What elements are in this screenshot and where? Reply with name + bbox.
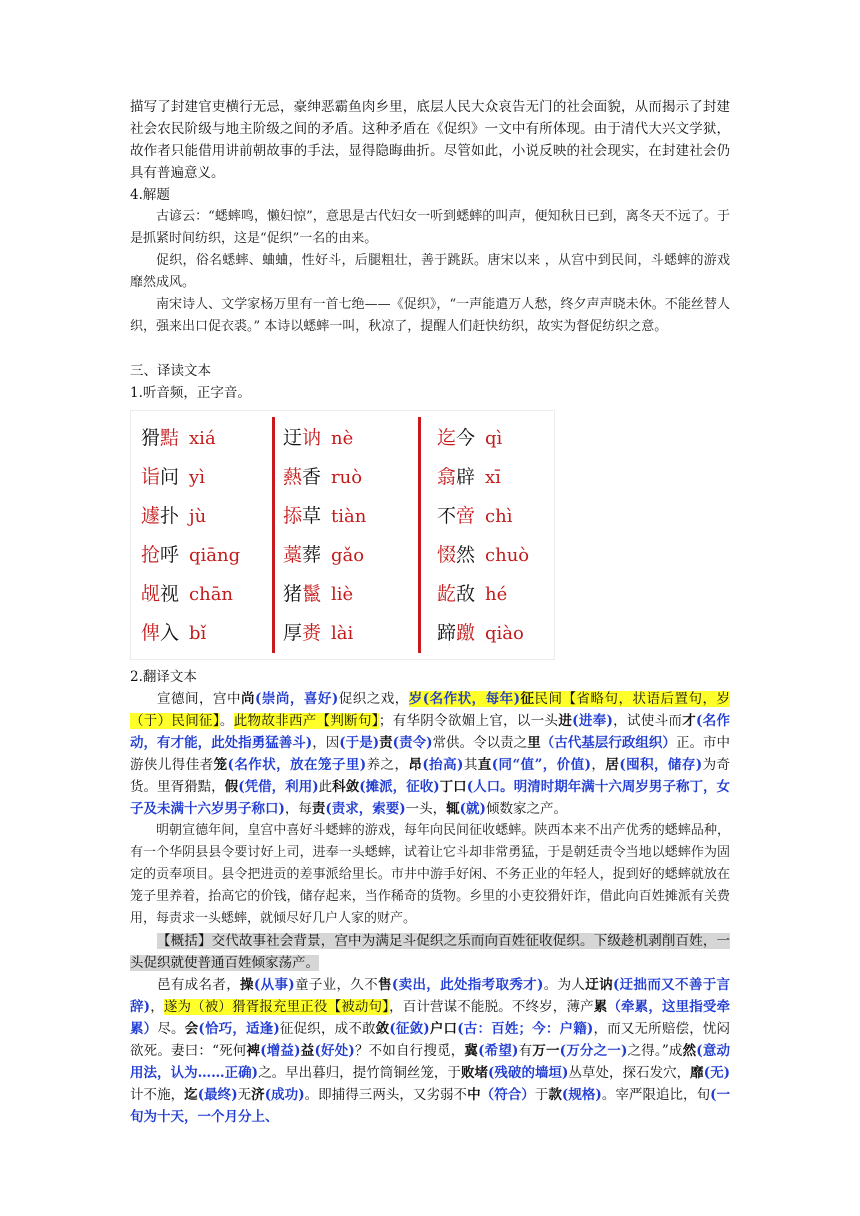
- text-run: ，: [591, 757, 606, 773]
- entry-char-target: 鬣: [302, 583, 322, 605]
- annotation: (卖出，此处指考取秀才): [391, 977, 544, 993]
- spacer: [130, 338, 730, 360]
- entry-pinyin: yì: [189, 467, 205, 488]
- annotation: (增益): [260, 1043, 301, 1059]
- entry-char: 不: [437, 505, 457, 527]
- text-run: 征促织，成不敢: [279, 1021, 376, 1037]
- key-word: 益: [300, 1043, 315, 1059]
- entry-pinyin: hé: [485, 584, 508, 605]
- annotation: (进奉): [572, 713, 613, 729]
- pinyin-entry: [437, 536, 529, 574]
- pinyin-entry: [141, 497, 206, 535]
- key-word: 累: [593, 999, 608, 1015]
- annotation: (无): [703, 1065, 731, 1081]
- annotation: (好处): [314, 1043, 355, 1059]
- annotation: (凭借，利用): [238, 779, 319, 795]
- text-run: 其: [463, 757, 478, 773]
- annotation: (迂拙而又不善于言辞): [130, 977, 731, 1015]
- translation-paragraph: 明朝宣德年间，皇宫中喜好斗蟋蟀的游戏，每年向民间征收蟋蟀。陕西本来不出产优秀的蟋蟀品种，有一个华阴县县令要讨好上司，进奉一头蟋蟀，试着让它斗却非常勇猛，于是朝廷责令当地以蟋蟀作为固定的贡奉项目。县令把进贡的差事派给里长。市井中游手好闲、不务正业的年轻人，捉到好的蟋蟀就放在笼子里养着，抬高它的价钱，储存起来，当作稀奇的货物。乡里的小吏狡猾奸诈，借此向百姓摊派有关费用，每责求一头蟋蟀，就倾尽好几户人家的财产。: [130, 823, 730, 926]
- annotation: (一旬为十天，一个月分上、: [130, 1087, 731, 1125]
- entry-char-target: 啻: [456, 505, 476, 527]
- key-word: 尚: [241, 691, 255, 707]
- pinyin-entry: [437, 575, 507, 613]
- entry-char: 迂: [283, 427, 303, 449]
- pinyin-entry: [437, 458, 501, 496]
- section-heading-jieti: 4.解题: [130, 187, 170, 203]
- key-word: 责: [379, 735, 393, 751]
- text-run: ，每: [284, 801, 312, 817]
- annotation: (规格): [561, 1087, 602, 1103]
- pinyin-entry: [283, 536, 364, 574]
- annotation: (残破的墙垣): [488, 1065, 569, 1081]
- entry-pinyin: qiào: [485, 623, 524, 644]
- text-run: 丛草处，探石发穴，: [568, 1065, 691, 1081]
- passage-paragraph-1: [130, 688, 730, 820]
- entry-char: 草: [302, 505, 322, 527]
- pinyin-entry: [283, 497, 366, 535]
- entry-char: 入: [160, 622, 180, 644]
- entry-pinyin: tiàn: [331, 506, 367, 527]
- entry-char-target: 掭: [283, 505, 303, 527]
- key-word: 济: [251, 1087, 265, 1103]
- annotation: (囤积，储存): [619, 757, 703, 773]
- pinyin-entry: [141, 614, 206, 652]
- text-run: 无: [237, 1087, 252, 1103]
- entry-pinyin: lài: [331, 623, 354, 644]
- text-run: ；有华阴令欲媚上官，以一头: [378, 713, 559, 729]
- annotation: (古：百姓；今：户籍): [457, 1021, 594, 1037]
- key-word: 假: [224, 779, 239, 795]
- entry-pinyin: chān: [189, 584, 234, 605]
- pinyin-entry: [141, 458, 205, 496]
- summary-paragraph: [130, 930, 730, 974]
- entry-char-target: 躈: [456, 622, 476, 644]
- entry-char: 辟: [456, 466, 476, 488]
- annotation: (责令): [392, 735, 433, 751]
- annotation: （古代基层行政组织）: [540, 735, 676, 751]
- key-word: 迄: [184, 1087, 198, 1103]
- entry-pinyin: qiāng: [189, 545, 241, 566]
- entry-char: 呼: [160, 544, 180, 566]
- text-run: 一头，: [405, 801, 447, 817]
- text-run: ，百计营谋不能脱。不终岁，薄产: [389, 999, 594, 1015]
- entry-pinyin: bǐ: [189, 623, 207, 644]
- entry-char-target: 讷: [302, 427, 322, 449]
- entry-char-target: 诣: [141, 466, 161, 488]
- entry-pinyin: ruò: [331, 467, 363, 488]
- key-word: 款: [548, 1087, 562, 1103]
- text-run: 养之，: [366, 757, 409, 773]
- key-word: 居: [605, 757, 620, 773]
- section-title: 三、译读文本: [130, 363, 211, 379]
- text-run: 于: [534, 1087, 549, 1103]
- pinyin-entry: [437, 614, 524, 652]
- highlighted-key-word: 征: [520, 691, 535, 707]
- entry-pinyin: xiá: [189, 428, 216, 449]
- annotation: (同“值”，价值): [491, 757, 591, 773]
- key-word: 冀: [464, 1043, 479, 1059]
- entry-char-target: 俾: [141, 622, 161, 644]
- text-run: 此: [318, 779, 333, 795]
- text-run: 。即捕得三两头，又劣弱不: [304, 1087, 468, 1103]
- annotation: （牵累，这里指受牵累）: [130, 999, 731, 1037]
- key-word: 责: [311, 801, 326, 817]
- entry-char-target: 遽: [141, 505, 161, 527]
- entry-char: 香: [302, 466, 322, 488]
- entry-char: 今: [456, 427, 476, 449]
- pinyin-table: [130, 410, 555, 660]
- document-page: [130, 96, 730, 1128]
- text-run: 宣德间，宫中: [157, 691, 241, 707]
- pinyin-entry: [141, 575, 233, 613]
- annotation: (摊派，征收): [359, 779, 440, 795]
- entry-pinyin: gǎo: [331, 545, 365, 566]
- key-word: 然: [682, 1043, 697, 1059]
- pinyin-entry: [283, 575, 353, 613]
- entry-char: 问: [160, 466, 180, 488]
- text-run: 促织之戏，: [338, 691, 409, 707]
- text-run: 为奇货。里胥猾黠，: [130, 757, 731, 795]
- annotation: (意动用法，认为……正确): [130, 1043, 731, 1081]
- entry-pinyin: liè: [331, 584, 354, 605]
- entry-char-target: 黠: [160, 427, 180, 449]
- annotation: (名作状，放在笼子里): [227, 757, 367, 773]
- entry-char-target: 翕: [437, 466, 457, 488]
- passage-paragraph-2: [130, 974, 730, 1128]
- annotation: (希望): [478, 1043, 519, 1059]
- entry-pinyin: chuò: [485, 545, 530, 566]
- text-run: ，因: [312, 735, 340, 751]
- entry-char: 猾: [141, 427, 161, 449]
- pinyin-entry: [283, 458, 362, 496]
- entry-pinyin: jù: [189, 506, 207, 527]
- entry-char-target: 赉: [302, 622, 322, 644]
- jieti-paragraph-2: 促织，俗名蟋蟀、蛐蛐，性好斗，后腿粗壮，善于跳跃。唐宋以来 ，从宫中到民间，斗蟋蟀的游戏靡然成风。: [130, 253, 730, 290]
- key-word: 笼: [213, 757, 228, 773]
- text-run: 常供。令以责之: [432, 735, 528, 751]
- entry-pinyin: xī: [485, 467, 501, 488]
- annotation: (恰巧，适逢): [198, 1021, 280, 1037]
- annotation: (万分之一): [559, 1043, 628, 1059]
- pinyin-entry: [437, 497, 512, 535]
- entry-char: 然: [456, 544, 476, 566]
- text-run: 童子业，久不: [294, 977, 379, 993]
- pinyin-entry: [283, 614, 353, 652]
- entry-char-target: 爇: [283, 466, 303, 488]
- highlighted-note: 此物故非西产【判断句】: [233, 713, 379, 729]
- key-word: 昂: [408, 757, 423, 773]
- summary-text: 【概括】交代故事社会背景，宫中为满足斗促织之乐而向百姓征收促织。下级趁机剥削百姓，一头促织就使普通百姓倾家荡产。: [130, 933, 730, 971]
- entry-char-target: 迄: [437, 427, 457, 449]
- text-run: 之。早出暮归，提竹筒铜丝笼，于: [258, 1065, 461, 1081]
- text-run: 有: [518, 1043, 533, 1059]
- text-run: ，: [150, 999, 164, 1015]
- text-run: 邑有成名者，: [157, 977, 241, 993]
- key-word: 中: [467, 1087, 481, 1103]
- pinyin-entry: [141, 419, 216, 457]
- annotation: (从事): [253, 977, 295, 993]
- key-word: 辄: [446, 801, 460, 817]
- entry-char-target: 抢: [141, 544, 161, 566]
- entry-char: 蹄: [437, 622, 457, 644]
- key-word: 裨: [246, 1043, 261, 1059]
- key-word: 迂讷: [585, 977, 613, 993]
- highlighted-annotation: 岁(名作状，每年): [408, 691, 521, 707]
- text-run: 。宰严限追比，旬: [601, 1087, 711, 1103]
- table-divider: [418, 417, 421, 653]
- text-run: ，试使斗而: [612, 713, 683, 729]
- text-run: 。为人: [543, 977, 586, 993]
- key-word: 户口: [429, 1021, 458, 1037]
- text-run: 尽。: [157, 1021, 185, 1037]
- text-run: 倾数家之产。: [485, 801, 567, 817]
- pinyin-entry: [437, 419, 502, 457]
- annotation: (人口。明清时期年满十六周岁男子称丁，女子及未满十六岁男子称口): [130, 779, 731, 817]
- key-word: 售: [378, 977, 392, 993]
- entry-char-target: 惙: [437, 544, 457, 566]
- annotation: (于是): [339, 735, 380, 751]
- key-word: 进: [558, 713, 573, 729]
- jieti-paragraph-3: 南宋诗人、文学家杨万里有一首七绝——《促织》，“一声能遣万人愁，终夕声声晓未休。不能丝替人织，强来出口促衣裘。” 本诗以蟋蟀一叫，秋凉了，提醒人们赶快纺织，故实为督促纺织之意。: [130, 297, 730, 334]
- key-word: 才: [682, 713, 697, 729]
- entry-char-target: 龁: [437, 583, 457, 605]
- key-word: 直: [477, 757, 492, 773]
- entry-char-target: 觇: [141, 583, 161, 605]
- key-word: 靡: [690, 1065, 704, 1081]
- entry-char: 猪: [283, 583, 303, 605]
- annotation: （符合）: [480, 1087, 535, 1103]
- text-run: 计不施，: [130, 1087, 185, 1103]
- jieti-paragraph-1: 古谚云：“蟋蟀鸣，懒妇惊”，意思是古代妇女一听到蟋蟀的叫声，便知秋日已到，离冬天不远了。于是抓紧时间纺织，这是“促织”一名的由来。: [130, 209, 730, 246]
- key-word: 科敛: [332, 779, 360, 795]
- intro-paragraph: 描写了封建官吏横行无忌，豪绅恶霸鱼肉乡里，底层人民大众哀告无门的社会面貌，从而揭示了封建社会农民阶级与地主阶级之间的矛盾。这种矛盾在《促织》一文中有所体现。由于清代大兴文学狱，故作者只能借用讲前朝故事的手法，显得隐晦曲折。尽管如此，小说反映的社会现实，在封建社会仍具有普遍意义。: [130, 99, 730, 181]
- entry-char-target: 藁: [283, 544, 303, 566]
- key-word: 敛: [375, 1021, 390, 1037]
- key-word: 里: [527, 735, 541, 751]
- annotation: (崇尚，喜好): [255, 691, 339, 707]
- key-word: 丁口: [439, 779, 467, 795]
- key-word: 操: [240, 977, 254, 993]
- text-run: ？不如自行搜觅，: [354, 1043, 465, 1059]
- entry-char: 厚: [283, 622, 303, 644]
- entry-char: 视: [160, 583, 180, 605]
- annotation: (就): [459, 801, 486, 817]
- highlighted-note: 遂为（被）猾胥报充里正役【被动句】: [163, 999, 390, 1015]
- annotation: (征敛): [389, 1021, 430, 1037]
- text-run: 。: [219, 713, 234, 729]
- text-run: 正。市中游侠儿得佳者: [130, 735, 731, 773]
- annotation: (成功): [264, 1087, 305, 1103]
- text-run: 之得。”成: [627, 1043, 683, 1059]
- table-divider: [272, 417, 275, 653]
- annotation: (抬高): [422, 757, 464, 773]
- annotation: (最终): [197, 1087, 238, 1103]
- entry-pinyin: qì: [485, 428, 503, 449]
- entry-pinyin: nè: [331, 428, 354, 449]
- pinyin-entry: [141, 536, 240, 574]
- pinyin-entry: [283, 419, 353, 457]
- entry-char: 葬: [302, 544, 322, 566]
- key-word: 败堵: [460, 1065, 488, 1081]
- entry-pinyin: chì: [485, 506, 513, 527]
- highlighted-note: 民间【省略句，状语后置句，岁（于）民间征】: [130, 691, 731, 729]
- key-word: 万一: [532, 1043, 560, 1059]
- annotation: (名作动，有才能，此处指勇猛善斗): [130, 713, 731, 751]
- annotation: (责求，索要): [325, 801, 406, 817]
- subsection-audio: 1.听音频，正字音。: [130, 385, 251, 401]
- entry-char: 扑: [160, 505, 180, 527]
- entry-char: 敌: [456, 583, 476, 605]
- subsection-translate: 2.翻译文本: [130, 669, 197, 685]
- text-run: ，而又无所赔偿，忧闷欲死。妻曰：“死何: [130, 1021, 731, 1059]
- key-word: 会: [184, 1021, 199, 1037]
